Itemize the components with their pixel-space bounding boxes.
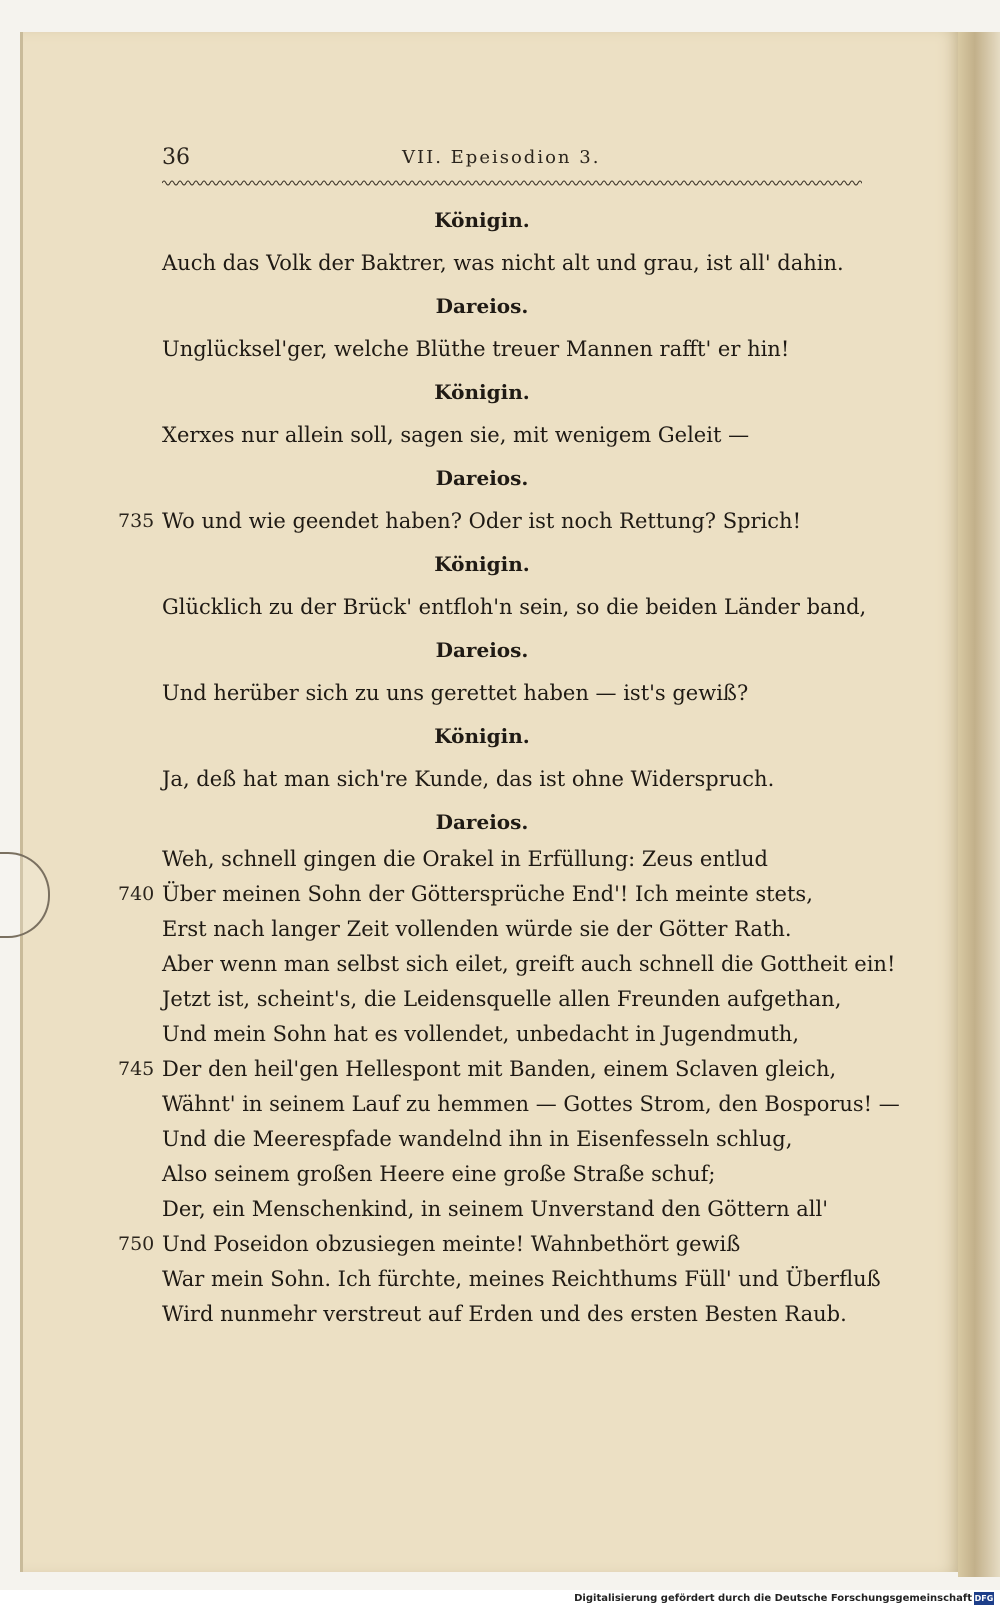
speaker-name: Dareios. xyxy=(435,466,529,490)
footer-note: Digitalisierung gefördert durch die Deutsche Forschungsgemeinschaft xyxy=(574,1593,972,1604)
verse-line xyxy=(162,1297,882,1332)
line-number: 750 xyxy=(118,1233,155,1255)
verse-line-text: Aber wenn man selbst sich eilet, greift auch schnell die Gottheit ein! xyxy=(162,952,896,976)
verse-line xyxy=(162,326,882,372)
speaker-name: Dareios. xyxy=(435,294,529,318)
verse-line xyxy=(162,1262,882,1297)
verse-line-text: Und mein Sohn hat es vollendet, unbedacht in Jugendmuth, xyxy=(162,1022,800,1046)
line-number: 745 xyxy=(118,1058,155,1080)
running-title: VII. Epeisodion 3. xyxy=(402,147,601,168)
verse-line xyxy=(118,1052,882,1087)
verse-line xyxy=(162,1122,882,1157)
verse-text xyxy=(118,200,900,1332)
verse-line-text: Über meinen Sohn der Göttersprüche End'! Ich meinte stets, xyxy=(162,882,813,906)
verse-line-text: War mein Sohn. Ich fürchte, meines Reichthums Füll' und Überfluß xyxy=(162,1267,881,1291)
verse-line-text: Und herüber sich zu uns gerettet haben — ist's gewiß? xyxy=(162,681,749,705)
speaker-name: Dareios. xyxy=(435,638,529,662)
verse-line xyxy=(162,982,882,1017)
verse-line xyxy=(118,498,882,544)
page-edge xyxy=(958,32,1000,1577)
verse-line xyxy=(162,842,882,877)
line-number: 740 xyxy=(118,883,155,905)
verse-line xyxy=(118,1227,882,1262)
page-header xyxy=(162,145,862,181)
verse-line-text: Also seinem großen Heere eine große Straße schuf; xyxy=(162,1162,716,1186)
verse-line xyxy=(162,912,882,947)
verse-line xyxy=(162,1017,882,1052)
verse-line-text: Wo und wie geendet haben? Oder ist noch Rettung? Sprich! xyxy=(162,509,802,533)
verse-line-text: Xerxes nur allein soll, sagen sie, mit wenigem Geleit — xyxy=(162,423,750,447)
speaker-name: Königin. xyxy=(434,724,530,748)
verse-line-text: Wähnt' in seinem Lauf zu hemmen — Gottes Strom, den Bosporus! — xyxy=(162,1092,900,1116)
verse-line-text: Glücklich zu der Brück' entfloh'n sein, so die beiden Länder band, xyxy=(162,595,867,619)
verse-line-text: Unglücksel'ger, welche Blüthe treuer Mannen rafft' er hin! xyxy=(162,337,790,361)
verse-line xyxy=(162,240,882,286)
verse-line-text: Und Poseidon obzusiegen meinte! Wahnbethört gewiß xyxy=(162,1232,741,1256)
speaker-name: Königin. xyxy=(434,552,530,576)
verse-line xyxy=(162,1192,882,1227)
wavy-rule xyxy=(162,178,862,188)
verse-line-text: Auch das Volk der Baktrer, was nicht alt und grau, ist all' dahin. xyxy=(162,251,844,275)
line-number: 735 xyxy=(118,510,155,532)
page-number: 36 xyxy=(162,145,190,170)
verse-line xyxy=(162,947,896,982)
verse-line-text: Ja, deß hat man sich're Kunde, das ist ohne Widerspruch. xyxy=(162,767,775,791)
verse-line-text: Erst nach langer Zeit vollenden würde sie der Götter Rath. xyxy=(162,917,792,941)
speaker-name: Königin. xyxy=(434,380,530,404)
verse-line-text: Wird nunmehr verstreut auf Erden und des ersten Besten Raub. xyxy=(162,1302,847,1326)
verse-line xyxy=(162,1087,900,1122)
speaker-name: Königin. xyxy=(434,208,530,232)
verse-line xyxy=(162,1157,882,1192)
verse-line-text: Und die Meerespfade wandelnd ihn in Eisenfesseln schlug, xyxy=(162,1127,793,1151)
verse-line-text: Der den heil'gen Hellespont mit Banden, einem Sclaven gleich, xyxy=(162,1057,837,1081)
verse-line xyxy=(162,670,882,716)
verse-line-text: Weh, schnell gingen die Orakel in Erfüllung: Zeus entlud xyxy=(162,847,768,871)
verse-line xyxy=(118,877,882,912)
verse-line xyxy=(162,412,882,458)
verse-line-text: Der, ein Menschenkind, in seinem Unverstand den Göttern all' xyxy=(162,1197,828,1221)
verse-line xyxy=(162,756,882,802)
verse-line-text: Jetzt ist, scheint's, die Leidensquelle allen Freunden aufgethan, xyxy=(162,987,842,1011)
dfg-logo: DFG xyxy=(974,1594,994,1603)
verse-line xyxy=(162,584,882,630)
speaker-name: Dareios. xyxy=(435,810,529,834)
